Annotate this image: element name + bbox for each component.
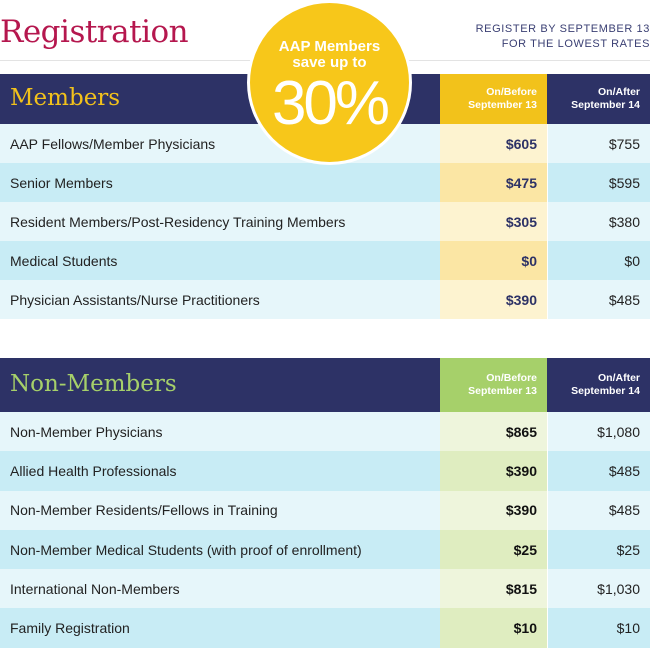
table-row: [0, 530, 650, 569]
early-price: $305: [440, 202, 547, 241]
members-col-early-line2: September 13: [468, 99, 537, 111]
nonmembers-col-early-line1: On/Before: [486, 372, 537, 384]
early-price: $475: [440, 163, 547, 202]
nonmembers-col-early-line2: September 13: [468, 385, 537, 397]
early-price: $25: [440, 530, 547, 569]
nonmembers-col-late-line2: September 14: [571, 385, 640, 397]
page-title: Registration: [0, 14, 189, 50]
late-price: $1,080: [548, 412, 650, 451]
early-price: $0: [440, 241, 547, 280]
row-label: AAP Fellows/Member Physicians: [10, 135, 216, 152]
late-price: $595: [548, 163, 650, 202]
badge-line1: AAP Members: [278, 38, 381, 55]
late-price: $485: [548, 451, 650, 490]
table-row: [0, 569, 650, 608]
table-row: [0, 412, 650, 451]
savings-badge: [247, 0, 412, 165]
members-section-title: Members: [10, 85, 121, 111]
row-label: Medical Students: [10, 252, 118, 269]
table-row: [0, 608, 650, 647]
nonmembers-section-title: Non-Members: [10, 371, 177, 397]
members-col-late-line2: September 14: [571, 99, 640, 111]
late-price: $10: [548, 608, 650, 647]
deadline-note-line1: REGISTER BY SEPTEMBER 13: [475, 23, 650, 35]
nonmembers-table-header: [0, 358, 650, 412]
early-price: $390: [440, 491, 547, 530]
row-label: International Non-Members: [10, 580, 180, 597]
badge-percent: 30%: [271, 69, 388, 138]
members-col-late: [548, 74, 650, 124]
row-label: Non-Member Residents/Fellows in Training: [10, 502, 278, 519]
early-price: $390: [440, 451, 547, 490]
members-col-late-line1: On/After: [598, 86, 640, 98]
table-row: [0, 241, 650, 280]
late-price: $1,030: [548, 569, 650, 608]
row-label: Resident Members/Post-Residency Training Members: [10, 213, 346, 230]
early-price: $390: [440, 280, 547, 319]
nonmembers-col-late-line1: On/After: [598, 372, 640, 384]
nonmembers-col-early: [440, 358, 547, 412]
table-row: [0, 491, 650, 530]
early-price: $865: [440, 412, 547, 451]
late-price: $380: [548, 202, 650, 241]
table-row: [0, 202, 650, 241]
late-price: $25: [548, 530, 650, 569]
members-col-early-line1: On/Before: [486, 86, 537, 98]
late-price: $755: [548, 124, 650, 163]
deadline-note-line2: FOR THE LOWEST RATES: [501, 38, 650, 50]
late-price: $485: [548, 280, 650, 319]
badge-line2: save up to: [292, 54, 367, 71]
early-price: $10: [440, 608, 547, 647]
row-label: Allied Health Professionals: [10, 462, 177, 479]
table-row: [0, 163, 650, 202]
table-row: [0, 451, 650, 490]
late-price: $485: [548, 491, 650, 530]
early-price: $605: [440, 124, 547, 163]
row-label: Non-Member Medical Students (with proof of enrollment): [10, 541, 362, 558]
row-label: Non-Member Physicians: [10, 423, 163, 440]
table-row: [0, 280, 650, 319]
nonmembers-table-body: [0, 412, 650, 648]
deadline-note: [450, 22, 650, 52]
late-price: $0: [548, 241, 650, 280]
row-label: Family Registration: [10, 620, 130, 637]
nonmembers-col-late: [548, 358, 650, 412]
members-col-early: [440, 74, 547, 124]
early-price: $815: [440, 569, 547, 608]
row-label: Senior Members: [10, 174, 113, 191]
row-label: Physician Assistants/Nurse Practitioners: [10, 291, 260, 308]
nonmembers-table: [0, 358, 650, 648]
